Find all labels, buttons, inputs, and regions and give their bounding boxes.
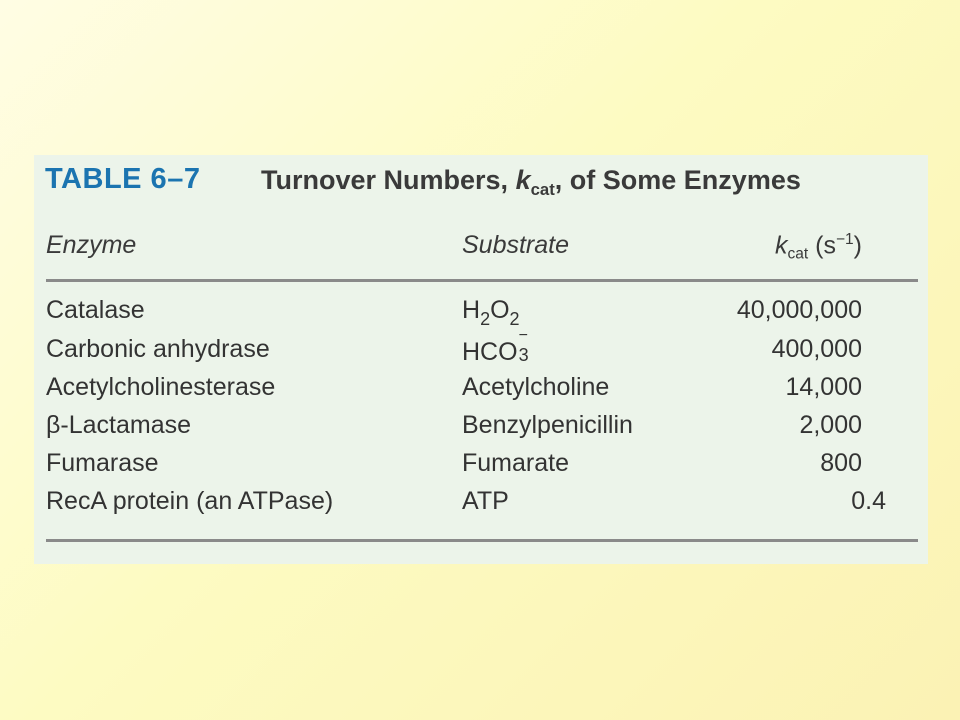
row-5-enzyme: Fumarase <box>46 449 159 477</box>
row-2-enzyme: Carbonic anhydrase <box>46 335 270 363</box>
row-4-substrate: Benzylpenicillin <box>462 411 633 439</box>
header-rule <box>46 279 918 282</box>
row-3-kcat: 14,000 <box>785 373 862 401</box>
kcat-subscript: cat <box>787 245 809 263</box>
title-text-before: Turnover Numbers, <box>261 165 516 195</box>
table-title <box>261 165 801 200</box>
row-4-kcat: 2,000 <box>799 411 862 439</box>
formula-subscript-2b: 2 <box>509 309 520 330</box>
row-1-substrate <box>462 296 520 330</box>
formula-hco: HCO <box>462 338 518 366</box>
row-6-enzyme: RecA protein (an ATPase) <box>46 487 334 515</box>
column-header-substrate: Substrate <box>462 231 570 259</box>
row-3-enzyme: Acetylcholinesterase <box>46 373 276 401</box>
title-k-symbol: k <box>515 165 531 195</box>
row-1-enzyme: Catalase <box>46 296 145 324</box>
row-4-enzyme: β-Lactamase <box>46 411 191 439</box>
formula-h: H <box>462 296 481 324</box>
kcat-unit-open: (s <box>808 231 836 260</box>
row-3-substrate: Acetylcholine <box>462 373 610 401</box>
row-6-substrate: ATP <box>462 487 509 515</box>
title-k-subscript: cat <box>530 179 555 199</box>
kcat-unit-close: ) <box>853 231 862 260</box>
formula-subscript-2a: 2 <box>480 309 491 330</box>
row-2-substrate <box>462 327 532 367</box>
table-number: TABLE 6–7 <box>45 163 201 195</box>
formula-charge-minus: − <box>518 327 528 344</box>
footer-rule <box>46 539 918 542</box>
kcat-unit-exponent: −1 <box>835 231 854 248</box>
bicarbonate-ion-marks <box>518 327 532 365</box>
row-2-kcat: 400,000 <box>771 335 862 363</box>
column-header-kcat <box>775 231 862 264</box>
kcat-k-symbol: k <box>775 231 788 260</box>
row-6-kcat: 0.4 <box>851 487 886 515</box>
column-header-enzyme: Enzyme <box>46 231 137 259</box>
row-1-kcat: 40,000,000 <box>736 296 862 324</box>
table-panel <box>34 155 928 564</box>
title-text-after: , of Some Enzymes <box>554 165 801 195</box>
formula-o: O <box>490 296 510 324</box>
formula-subscript-3: 3 <box>518 345 529 365</box>
row-5-kcat: 800 <box>820 449 862 477</box>
row-5-substrate: Fumarate <box>462 449 569 477</box>
